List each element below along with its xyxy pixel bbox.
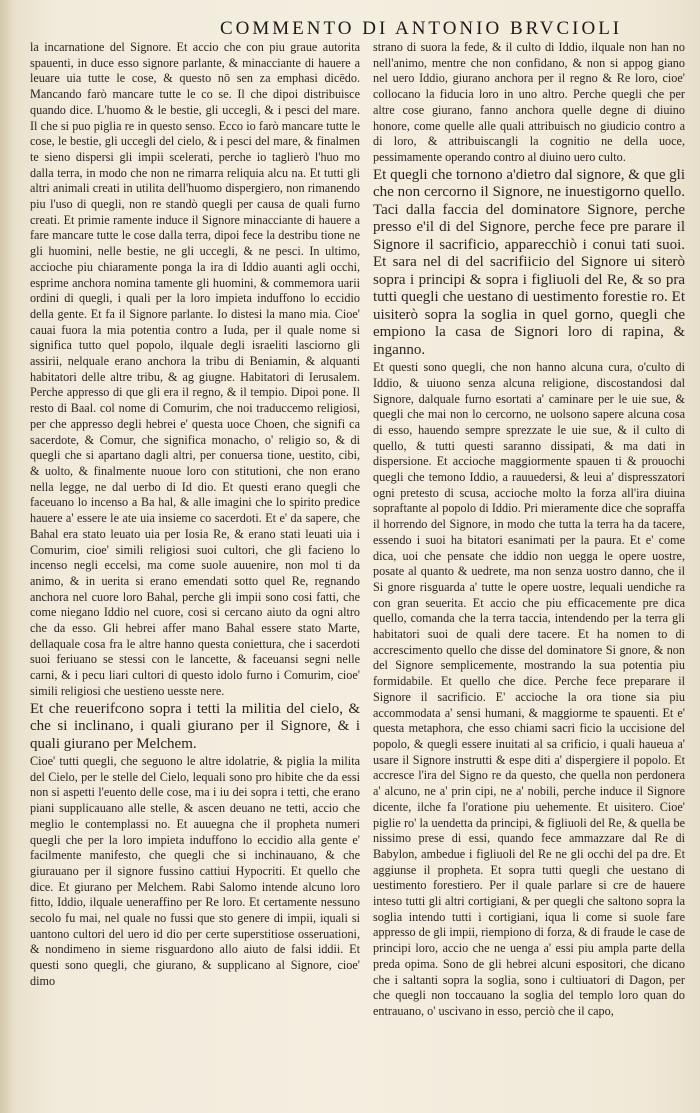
commentary-paragraph: strano di suora la fede, & il culto di Iddio, ilquale non han no nell'animo, mentre che non confidano, & non si appog giano nel uero Iddio, giurano anchora per il regno & Re loro, cioe' collocano la fiducia loro in uno altro. Perche quegli che per altre cose giurano, fanno anchora quelle degne di diuino honore, come quelle alle quali attribuisch no giudicio contro a di loro, & attribuiscangli la cognitio ne della uoce, pessimamente operando contro al diuino uero culto.: [373, 40, 685, 164]
commentary-paragraph: Et questi sono quegli, che non hanno alcuna cura, o'culto di Iddio, & uiuono senza alcuna religione, discostandosi dal Signore, dalquale furno esortati a' caminare per le uie sue, & quegli che mai non lo cercorno, ne uolsono sapere alcuna cosa di esso, hauendo sempre sprezzate le uie sue, & il culto di quello, & tutti questi saranno dissipati, & ma dati in dispersione. Et accioche maggiormente spauen ti & prouochi quegli che temono Iddio, a rauuedersi, & leui a' dispresszatori ogni pretesto di scusa, accioche molto la forza all'ira diuina sopraftante al popolo di Iddio. Pri mieramente dice che sopraffa il horrendo del Signore, in modo che tutta la terra ha da tacere, essendo i suoi ha bitatori esanimati per la paura. Et e' come dica, uoi che pensate che iddio non uegga le opere uostre, posate al quanto & uedrete, ma non senza uostro danno, che il Si gnore risguarda a' tutte le opere uostre, lequali uendiche ra con gran seuerita. Et accio che piu efficacemente pre dica quello, comanda che la terra taccia, intendendo per la terra gli habitatori suoi de quali dere tacere. Et ha nomen to di accrescimento quello che disse del dominatore Si gnore, & non del Signore semplicemente, mostrando la sua potentia piu formidabile. Et quello che dice. Perche fece preparare il Signore il sacrificio. E' accioche la ora tione sia piu accommodata a' sensi humani, & maggiorme te spauenti. Et e' questa metaphora, che esso chiami sacri ficio la uccisione del popolo, & quegli essere inuitati al sa crificio, i quali haueua a' usare il Signore instrutti & espe diti a' dispergiere il popolo. Et accresce l'ira del Signo re da questo, che quella non perdonera a' alcuno, ne a' prin cipi, ne a' nobili, perche induce il Signore dicente, ilche fa l'oratione piu uehemente. Et uisitero. Cioe' piglie ro' la uendetta da principi, & figliuoli del Re, & quella be nissimo prese di essi, quando fece ammazzare dal Re di Babylon, ambedue i figliuoli del Re ne gli occhi del pa dre. Et aggiunse il propheta. Et sopra tutti quegli che uestano di uestimento forestiero. Per il quale parlare si cre de hauere inteso tutti gli altri cortigiani, & per quegli che saltono sopra la soglia intendo tutti i cortigiani, iqua li come si suole fare appresso de gli impii, riempiono di forza, & di fraude le case de principi loro, accio che ne uenga a' essi piu ampla parte della preda opima. Sono de gli hebrei alcuni espositori, che dicano che i saltanti sopra la soglia, sono i cultiuatori di Dagon, per che quegli non toccauano la soglia del templo loro quan do entrauano, o' uscivano in esso, perciò che il capo,: [373, 360, 685, 1018]
scripture-verse: Et quegli che tornono a'dietro dal signore, & que gli che non cercorno il Signore, ne inuestigorno quello. Taci dalla faccia del dominatore Signore, perche presso e'il di del Signore, perche fece pre parare il Signore il sacrificio, apparecchiò i conui tati suoi. Et sara nel di del sacrifiicio del Signore ui siterò sopra i principi & sopra i figliuoli del Re, & so pra tutti quegli che uestano di uestimento forestie ro. Et uisiterò sopra la soglia in quel gorno, quegli che empiono la casa de Signori loro di rapina, & inganno.: [373, 166, 685, 358]
left-text-column: [30, 40, 360, 990]
commentary-paragraph: Cioe' tutti quegli, che seguono le altre idolatrie, & piglia la milita del Cielo, per le stelle del Cielo, lequali sono pro hibite che da essi non si aspetti l'euento delle cose, ma i iu dei sopra i tetti, che erano piani supplicauano alle stelle, & ascen deuano ne tetti, accio che meglio le contemplassi no. Et auuegna che il propheta numeri quegli che per la loro impieta induffono lo eccidio alla gente e' facilmente manifesto, che quegli che si inchinauano, & che giurauano per il signore fussino cattiui Hypocriti. Et quello che dice. Et giurano per Melchem. Rabi Salomo intende alcuno loro fitto, Iddio, ilquale ueneraffino per Re loro. Et certamente nessuno secolo fu mai, nel quale no fussi que sto genere di impii, iquali si uantono cultori del uero id dio per certe superstitiose osseruationi, & nondimeno in sieme risguardono allo aiuto de falsi iddii. Et questi sono quegli, che giurano, & supplicano al Signore, cioe' dimo: [30, 754, 360, 988]
running-header: COMMENTO DI ANTONIO BRVCIOLI: [220, 18, 623, 39]
scripture-verse: Et che reuerifcono sopra i tetti la militia del cielo, & che si inclinano, i quali giurano per il Signore, & i quali giurano per Melchem.: [30, 700, 360, 752]
commentary-paragraph: la incarnatione del Signore. Et accio che con piu graue autorita spauenti, in duce esso signore parlante, & minacciante di hauere a leuare uia tutte le cose, & questo nō sen za emphasi dicēdo. Mancando farò mancare tutte le co se. Il che dipoi distribuisce quando dice. L'huomo & le bestie, gli uccegli, & i pesci del mare. Il che si puo piglia re in questo senso. Ecco io farò mancare tutte le cose, le bestie, gli uccegli del cielo, & i pesci del mare, & finalmen te sieno dispersi gli impii scelerati, perche io taglierò l'huo mo dalla terra, in modo che non ne rimarra reliquia alcu na. Et tutti gli altri animali creati in utilita dell'huomo dispergiero, non rimanendo piu l'uso di quegli, non re standò quegli per causa de quali furno creati. Et primie ramente induce il Signore minacciante di hauere a fare mancare tutte le cose dalla terra, dipoi fece la destribu tione ne gli huomini, nelle bestie, ne gli uccegli, & ne pesci. In ultimo, accioche piu chiaramente ponga la ira di Iddio auanti agli occhi, esprime anchora nomina tamente gli huomini, & commemora uarii ordini di quegli, i quali per la loro impieta induffono lo eccidio della gente. Et fa il Signore parlante. Io distesi la mano mia. Cioe' cauai fuora la mia potentia contro a Iuda, per il quale nome si significa tutto quel popolo, ilquale degli israeliti lasciorno gli assirii, nelquale erano anchora la tribu di Beniamin, & alquanti habitatori delle altre tribu, & ag giugne. Habitatori di Ierusalem. Perche appresso di que gli era il regno, & il tempio. Dipoi pone. Il resto di Baal. col nome di Comurim, che noi traduccemo religiosi, per che appresso degli hebrei e' questa uoce Choen, che signifi ca sacerdote, & Comur, che significa monacho, o' religio so, & di quegli che si apartano dagli altri, per conuersa tione, uestito, cibi, & uolto, & finalmente nuoue loro con stitutioni, che non erano nella legge, ne dal uerbo di Id dio. Et questi erano quegli che faceuano lo incenso a Ba hal, & alle imagini che lo spirito predice hauere a' essere le ate uia insieme co sacerdoti. Et e' da sapere, che Bahal era stato leuato uia per Iosia Re, & erano stati leuati uia i Comurim, cioe' simili religiosi suoi cultori, che gli facieno lo incenso negli eccelsi, ma come suole auuenire, non mol ti da animo, & in uerita si erano emendati sotto quel Re, regnando anchora nel cuore loro Bahal, perche gli impii sono cosi fatti, che come niegano Iddio nel cuore, cosi si cercano aiuto da ogni altro che da esso. Gli hebrei affer mano Bahal essere stato Marte, dellaquale cosa fra le altre hanno questa coniettura, che i sacerdoti suoi feriuano se stessi con le lancette, & faceuansi segni nelle carni, & i pecu liari cultori di questo idolo furno i Comurim, cioe' simili religiosi che uestieno uesste nere.: [30, 40, 360, 698]
right-text-column: [373, 40, 685, 1020]
page-spine-shadow: [0, 0, 14, 1113]
